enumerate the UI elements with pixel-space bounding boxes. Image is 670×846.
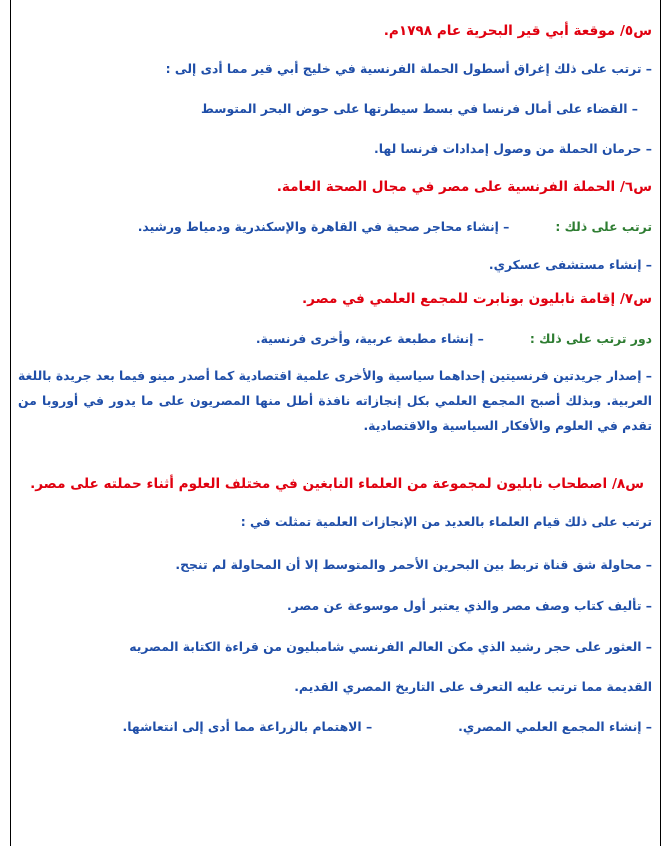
heading-s7: س٧/ إقامة نابليون بونابرت للمجمع العلمي في مصر. [302, 291, 652, 307]
s5-line-3: – حرمان الحملة من وصول إمدادات فرنسا لها. [374, 141, 652, 156]
s5-line-2: – القضاء على أمال فرنسا في بسط سيطرتها على حوض البحر المتوسط [201, 101, 638, 116]
s8-last-b: – الاهتمام بالزراعة مما أدى إلى انتعاشها. [122, 719, 373, 734]
s6-result-label: ترتب على ذلك : [555, 219, 652, 234]
heading-s6: س٦/ الحملة الفرنسية على مصر في مجال الصحة العامة. [276, 179, 652, 195]
s8-item-2: – تأليف كتاب وصف مصر والذي يعتبر أول موسوعة عن مصر. [286, 598, 652, 613]
s6-result-text: – إنشاء محاجر صحية في القاهرة والإسكندرية ودمياط ورشيد. [137, 219, 510, 234]
s8-last-a: – إنشاء المجمع العلمي المصري. [458, 719, 652, 734]
s7-result-label: دور ترتب على ذلك : [529, 331, 652, 346]
s5-line-1: – ترتب على ذلك إغراق أسطول الحملة الفرنسية في خليج أبي قير مما أدى إلى : [165, 61, 652, 76]
s6-line-2: – إنشاء مستشفى عسكري. [488, 257, 652, 272]
s8-last-row [18, 718, 652, 736]
heading-s5: س٥/ موقعة أبي قير البحرية عام ١٧٩٨م. [383, 23, 652, 39]
s7-result-row [18, 330, 652, 348]
s8-item-3: – العثور على حجر رشيد الذي مكن العالم الفرنسي شامبليون من قراءة الكتابة المصريه [129, 639, 652, 654]
s8-item-4: القديمة مما ترتب عليه التعرف على التاريخ المصري القديم. [294, 679, 652, 694]
s8-item-1: – محاولة شق قناة تربط بين البحرين الأحمر والمتوسط إلا أن المحاولة لم تنجح. [175, 557, 652, 572]
s7-result-text: – إنشاء مطبعة عربية، وأخرى فرنسية. [255, 331, 484, 346]
s8-intro: ترتب على ذلك قيام العلماء بالعديد من الإنجازات العلمية تمثلت في : [240, 514, 652, 529]
s7-paragraph: – إصدار جريدتين فرنسيتين إحداهما سياسية والأخرى علمية اقتصادية كما أصدر مينو فيما بعد جريدة باللغة العربية. وبذلك أصبح المجمع العلمي بكل إنجازاته نافذة أطل منها المصريون على ما يدور في أوروبا من تقدم في العلوم والأفكار السياسية والاقتصادية. [18, 368, 652, 433]
s6-result-row [18, 218, 652, 236]
heading-s8: س٨/ اصطحاب نابليون لمجموعة من العلماء النابغين في مختلف العلوم أثناء حملته على مصر. [30, 476, 644, 492]
